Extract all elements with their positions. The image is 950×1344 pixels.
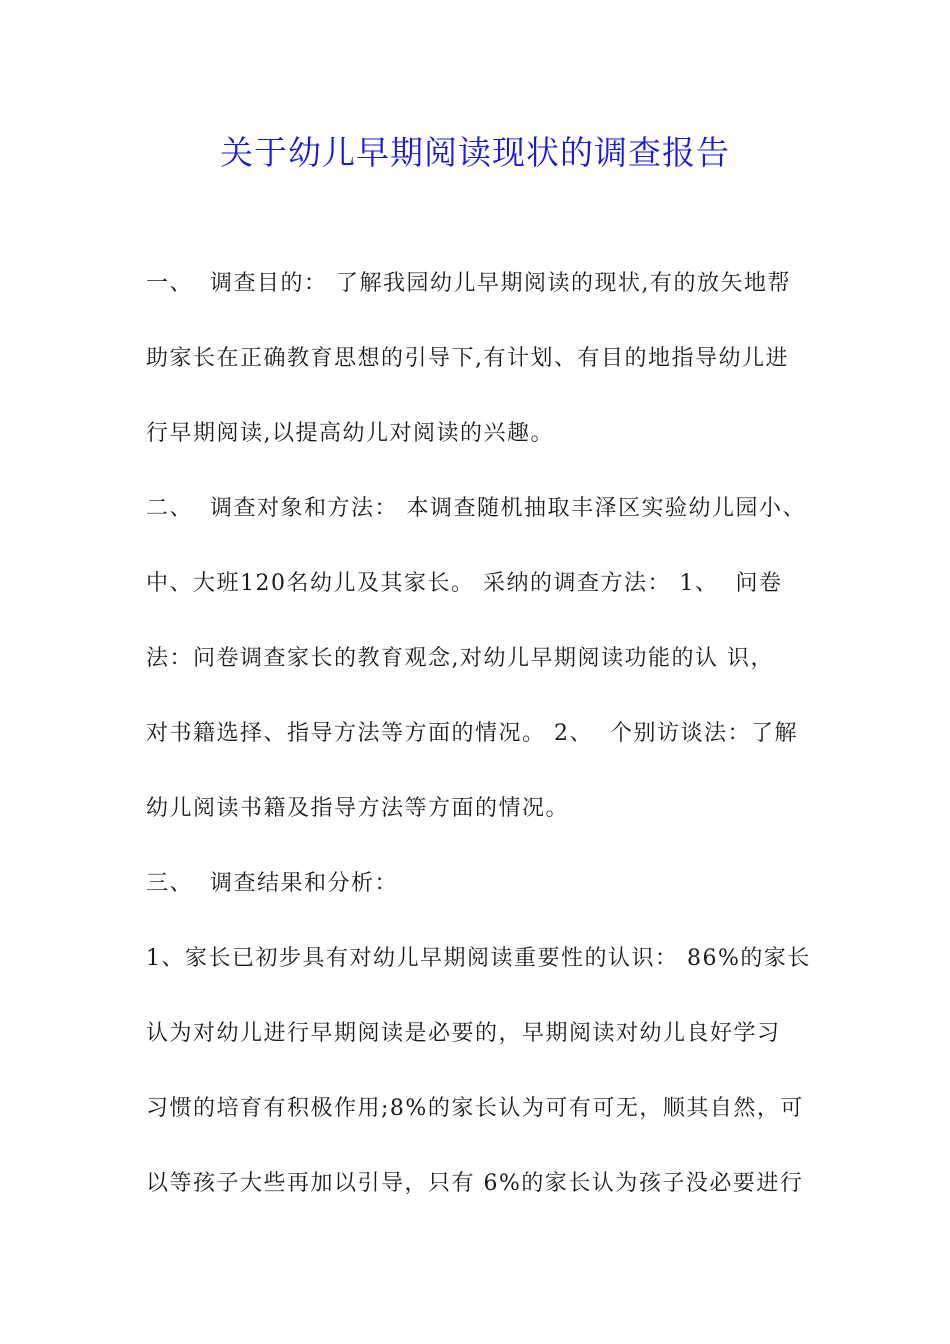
body-line-3: 行早期阅读,以提高幼儿对阅读的兴趣。 xyxy=(146,421,554,446)
body-line-2: 助家长在正确教育思想的引导下,有计划、有目的地指导幼儿进 xyxy=(146,346,789,371)
body-line-10: 1、家长已初步具有对幼儿早期阅读重要性的认识： 86%的家长 xyxy=(146,946,811,971)
body-line-8: 幼儿阅读书籍及指导方法等方面的情况。 xyxy=(146,796,570,821)
body-line-9: 三、 调查结果和分析： xyxy=(146,871,398,896)
body-line-1: 一、 调查目的： 了解我园幼儿早期阅读的现状,有的放矢地帮 xyxy=(146,271,791,296)
body-line-6: 法：问卷调查家长的教育观念,对幼儿早期阅读功能的认 识， xyxy=(146,646,774,671)
body-line-12: 习惯的培育有积极作用;8%的家长认为可有可无，顺其自然，可 xyxy=(146,1096,804,1121)
body-line-13: 以等孩子大些再加以引导，只有 6%的家长认为孩子没必要进行 xyxy=(146,1171,804,1196)
body-line-7: 对书籍选择、指导方法等方面的情况。 2、 个别访谈法：了解 xyxy=(146,721,798,746)
body-line-5: 中、大班120名幼儿及其家长。 采纳的调查方法： 1、 问卷 xyxy=(146,571,783,596)
document-title: 关于幼儿早期阅读现状的调查报告 xyxy=(220,133,730,172)
body-line-11: 认为对幼儿进行早期阅读是必要的，早期阅读对幼儿良好学习 xyxy=(146,1021,781,1046)
body-line-4: 二、 调查对象和方法： 本调查随机抽取丰泽区实验幼儿园小、 xyxy=(146,496,806,521)
